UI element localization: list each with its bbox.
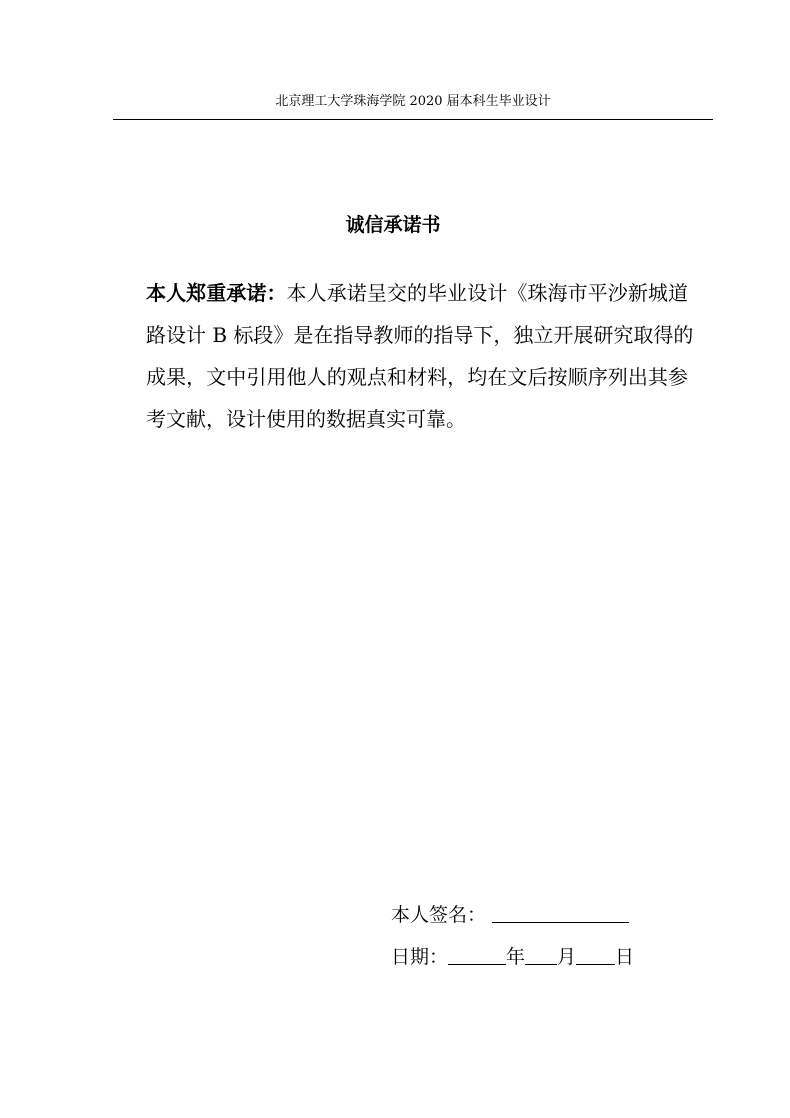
- signature-label: 本人签名：: [391, 904, 487, 926]
- day-blank: [576, 944, 615, 965]
- pledge-paragraph: [146, 272, 694, 440]
- running-header: 北京理工大学珠海学院 2020 届本科生毕业设计: [275, 94, 551, 109]
- year-label: 年: [506, 946, 526, 968]
- pledge-line-1-text: 本人承诺呈交的毕业设计《珠海市平沙新城道: [286, 281, 689, 305]
- month-blank: [525, 944, 557, 965]
- header-rule: [113, 119, 713, 120]
- signature-row: [391, 902, 629, 928]
- page-title: 诚信承诺书: [345, 214, 441, 236]
- day-label: 日: [615, 946, 635, 968]
- signature-blank: [492, 902, 629, 923]
- pledge-line-3: 成果，文中引用他人的观点和材料，均在文后按顺序列出其参: [146, 365, 688, 389]
- month-label: 月: [557, 946, 577, 968]
- pledge-line-2: 路设计 B 标段》是在指导教师的指导下，独立开展研究取得的: [146, 323, 694, 347]
- pledge-line-4: 考文献，设计使用的数据真实可靠。: [146, 407, 466, 431]
- pledge-lead: 本人郑重承诺：: [146, 281, 287, 305]
- year-blank: [448, 944, 506, 965]
- pledge-line-1: [146, 272, 688, 314]
- date-row: [391, 944, 634, 970]
- date-label: 日期：: [391, 946, 449, 968]
